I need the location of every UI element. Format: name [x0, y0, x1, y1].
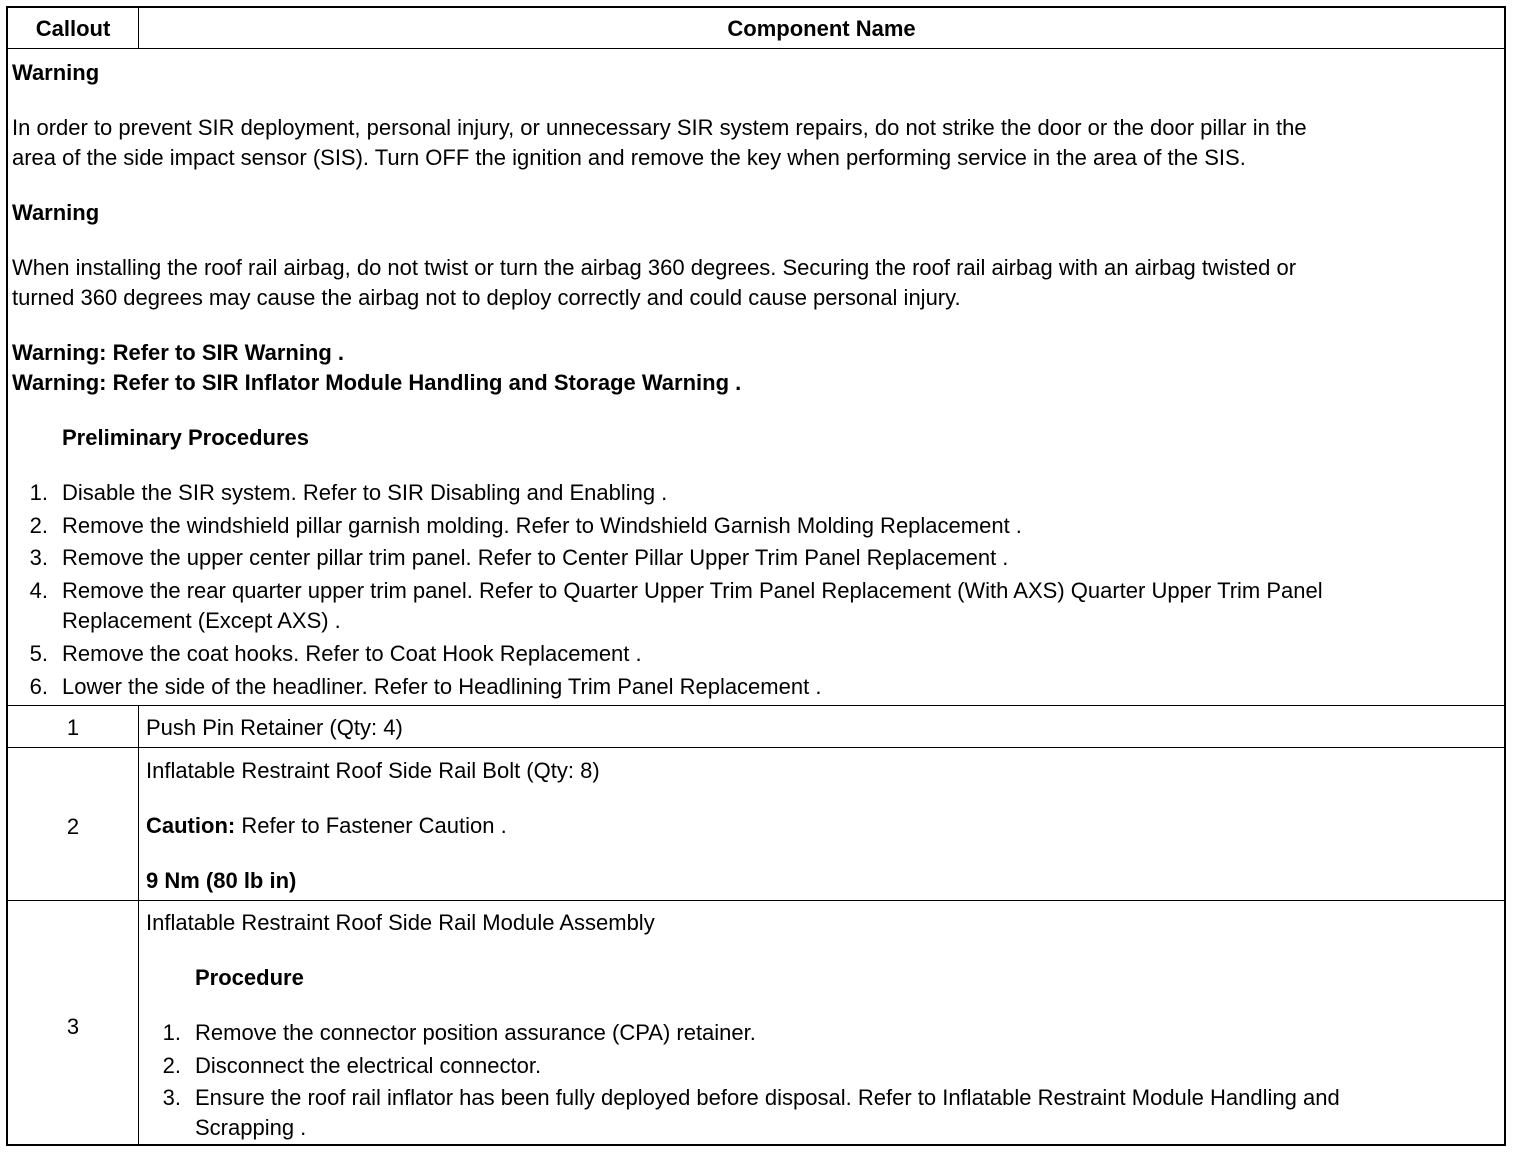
warning-text: turned 360 degrees may cause the airbag not to deploy correctly and could cause personal injury.	[12, 285, 961, 310]
preliminary-procedures-title: Preliminary Procedures	[62, 425, 310, 450]
header-component-name: Component Name	[727, 16, 916, 41]
step-number: 6.	[29, 674, 48, 699]
row-rule	[8, 705, 1504, 706]
warning-text: In order to prevent SIR deployment, personal injury, or unnecessary SIR system repairs, do not strike the door or the door pillar in the	[12, 115, 1307, 140]
step-number: 1.	[29, 480, 48, 505]
step-number: 3.	[162, 1085, 181, 1110]
procedure-title: Procedure	[195, 965, 304, 990]
column-divider	[138, 705, 139, 1144]
step-number: 5.	[29, 641, 48, 666]
step-text: Lower the side of the headliner. Refer to Headlining Trim Panel Replacement .	[62, 674, 822, 699]
caution-text: Refer to Fastener Caution .	[241, 813, 507, 838]
step-text: Remove the rear quarter upper trim panel. Refer to Quarter Upper Trim Panel Replacement (With AXS) Quarter Upper Trim Panel	[62, 578, 1323, 603]
callout-number: 3	[66, 1014, 80, 1039]
component-table	[6, 6, 1506, 1146]
warning-text: When installing the roof rail airbag, do not twist or turn the airbag 360 degrees. Securing the roof rail airbag with an airbag twisted or	[12, 255, 1297, 280]
torque-spec: 9 Nm (80 lb in)	[146, 868, 297, 893]
step-number: 3.	[29, 545, 48, 570]
row-rule	[8, 900, 1504, 901]
warning-reference: Warning: Refer to SIR Inflator Module Handling and Storage Warning .	[12, 370, 742, 395]
step-number: 1.	[162, 1020, 181, 1045]
step-number: 2.	[162, 1053, 181, 1078]
callout-number: 1	[66, 715, 80, 740]
step-text: Replacement (Except AXS) .	[62, 608, 341, 633]
step-number: 2.	[29, 513, 48, 538]
component-name: Push Pin Retainer (Qty: 4)	[146, 715, 403, 740]
callout-number: 2	[66, 814, 80, 839]
step-text: Remove the connector position assurance (CPA) retainer.	[195, 1020, 756, 1045]
step-text: Remove the windshield pillar garnish molding. Refer to Windshield Garnish Molding Replacement .	[62, 513, 1022, 538]
header-callout: Callout	[35, 16, 111, 41]
step-text: Disable the SIR system. Refer to SIR Disabling and Enabling .	[62, 480, 668, 505]
warning-reference: Warning: Refer to SIR Warning .	[12, 340, 345, 365]
caution-label: Caution:	[146, 813, 236, 838]
step-text: Scrapping .	[195, 1115, 307, 1140]
header-rule	[8, 48, 1504, 49]
step-number: 4.	[29, 578, 48, 603]
warning-text: area of the side impact sensor (SIS). Turn OFF the ignition and remove the key when performing service in the area of the SIS.	[12, 145, 1246, 170]
step-text: Disconnect the electrical connector.	[195, 1053, 542, 1078]
row-rule	[8, 747, 1504, 748]
component-name: Inflatable Restraint Roof Side Rail Bolt (Qty: 8)	[146, 758, 600, 783]
warning-title: Warning	[12, 200, 100, 225]
warning-title: Warning	[12, 60, 100, 85]
component-name: Inflatable Restraint Roof Side Rail Module Assembly	[146, 910, 655, 935]
caution-note	[146, 813, 507, 839]
step-text: Ensure the roof rail inflator has been fully deployed before disposal. Refer to Inflatable Restraint Module Handling and	[195, 1085, 1340, 1110]
step-text: Remove the upper center pillar trim panel. Refer to Center Pillar Upper Trim Panel Replacement .	[62, 545, 1009, 570]
step-text: Remove the coat hooks. Refer to Coat Hook Replacement .	[62, 641, 642, 666]
